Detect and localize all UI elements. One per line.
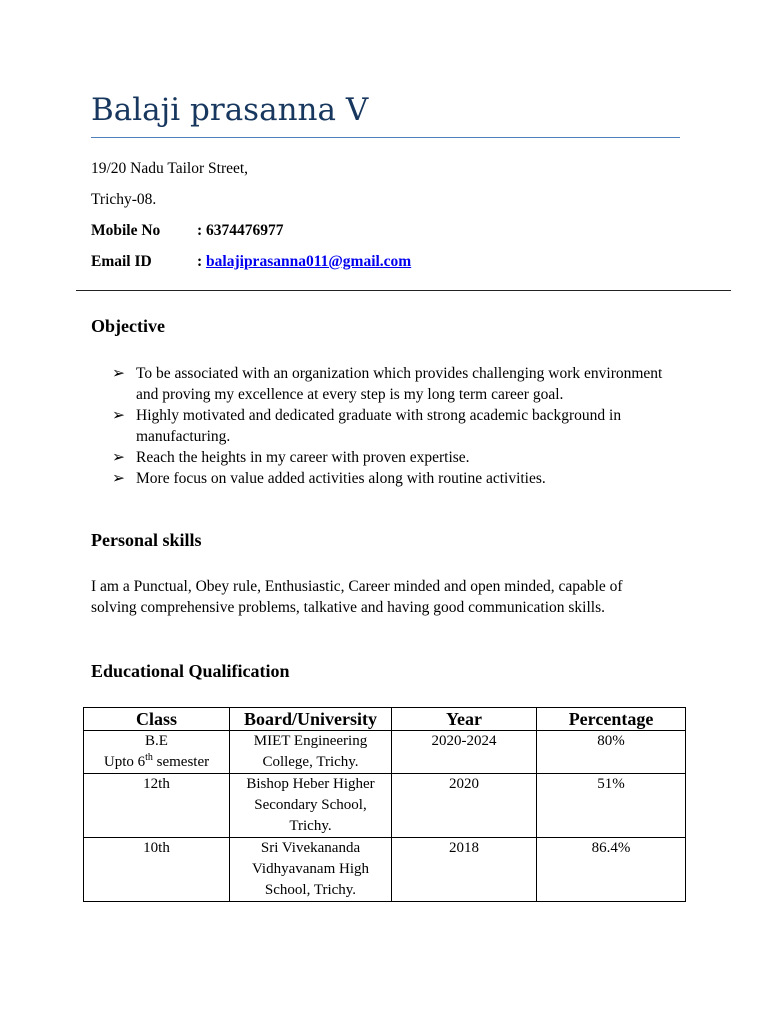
cell-percentage: 51% <box>537 774 686 838</box>
section-divider <box>76 290 731 291</box>
mobile-value: : 6374476977 <box>197 222 284 239</box>
cell-year: 2018 <box>392 838 537 902</box>
candidate-name: Balaji prasanna V <box>91 92 369 128</box>
cell-class <box>84 731 230 774</box>
column-header-class: Class <box>84 708 230 731</box>
column-header-percentage: Percentage <box>537 708 686 731</box>
objective-item-text: To be associated with an organization which provides challenging work environment and proving my excellence at every step is my long term career goal. <box>136 365 663 403</box>
objective-item-text: Highly motivated and dedicated graduate with strong academic background in manufacturing. <box>136 407 622 445</box>
cell-year: 2020-2024 <box>392 731 537 774</box>
arrow-bullet-icon: ➢ <box>112 365 125 382</box>
class-line-1: B.E <box>145 733 168 749</box>
email-label: Email ID <box>91 253 152 270</box>
cell-year: 2020 <box>392 774 537 838</box>
name-underline <box>91 137 680 138</box>
class-line-2-pre: Upto 6 <box>103 754 146 770</box>
objective-list <box>112 363 687 489</box>
cell-class: 12th <box>84 774 230 838</box>
objective-heading: Objective <box>91 316 165 336</box>
column-header-year: Year <box>392 708 537 731</box>
education-table <box>83 707 686 902</box>
table-row <box>84 774 686 838</box>
personal-skills-heading: Personal skills <box>91 530 202 550</box>
cell-board: Sri Vivekananda Vidhyavanam High School, Trichy. <box>230 838 392 902</box>
class-line-2-sup: th <box>145 752 153 763</box>
list-item <box>112 468 687 489</box>
column-header-board: Board/University <box>230 708 392 731</box>
table-row <box>84 838 686 902</box>
objective-item-text: More focus on value added activities along with routine activities. <box>136 470 546 487</box>
arrow-bullet-icon: ➢ <box>112 470 125 487</box>
arrow-bullet-icon: ➢ <box>112 449 125 466</box>
cell-board: Bishop Heber Higher Secondary School, Trichy. <box>230 774 392 838</box>
cell-percentage: 80% <box>537 731 686 774</box>
objective-item-text: Reach the heights in my career with proven expertise. <box>136 449 470 466</box>
address-line-1: 19/20 Nadu Tailor Street, <box>91 160 249 177</box>
email-colon: : <box>197 253 207 270</box>
mobile-label: Mobile No <box>91 222 161 239</box>
education-heading: Educational Qualification <box>91 661 290 681</box>
list-item <box>112 447 687 468</box>
email-link[interactable]: balajiprasanna011@gmail.com <box>206 253 412 270</box>
personal-skills-text: I am a Punctual, Obey rule, Enthusiastic, Career minded and open minded, capable of solving comprehensive problems, talkative and having good communication skills. <box>91 578 623 616</box>
list-item <box>112 363 687 405</box>
cell-board: MIET Engineering College, Trichy. <box>230 731 392 774</box>
address-line-2: Trichy-08. <box>91 191 157 208</box>
email-row <box>91 253 411 271</box>
class-line-2 <box>88 752 225 773</box>
class-line-2-post: semester <box>152 754 210 770</box>
table-row <box>84 731 686 774</box>
list-item <box>112 405 687 447</box>
table-header-row <box>84 708 686 731</box>
arrow-bullet-icon: ➢ <box>112 407 125 424</box>
cell-percentage: 86.4% <box>537 838 686 902</box>
cell-class: 10th <box>84 838 230 902</box>
mobile-row <box>91 222 284 240</box>
